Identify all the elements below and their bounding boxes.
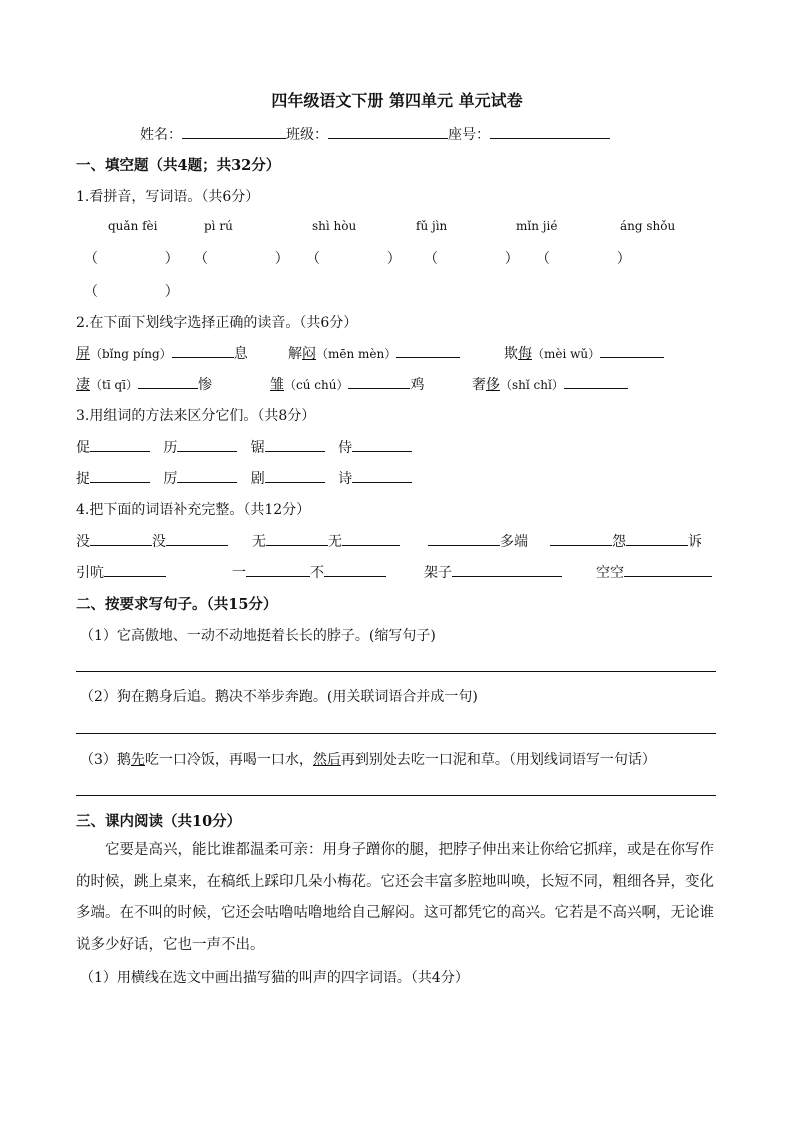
sentence-3-underlined: 先 [130, 752, 145, 768]
q4-row-1-d [550, 531, 702, 551]
sentence-3-part: （3）鹅 [80, 752, 131, 768]
sentence-3-underlined: 然后 [312, 752, 341, 768]
q3-char: 捉 [76, 471, 90, 487]
answer-line-3[interactable] [76, 795, 716, 796]
class-field[interactable] [328, 124, 448, 139]
q4-blank[interactable] [428, 531, 500, 546]
q2-blank[interactable] [564, 374, 628, 389]
q2-pinyin-choice: （shǐ chǐ） [500, 378, 564, 392]
section-3-heading: 三、课内阅读（共10分） [76, 813, 242, 830]
q1-label: 1.看拼音，写词语。（共6分） [76, 189, 260, 205]
q2-pinyin-choice: （bǐng píng） [90, 347, 172, 361]
class-label: 班级： [286, 127, 328, 143]
q2-blank[interactable] [600, 343, 664, 358]
q4-row-1-b [252, 531, 400, 551]
sentence-3-part: 再到别处去吃一口泥和草。（用划线词语写一句话） [340, 752, 656, 768]
q4-text: 无 [328, 534, 342, 550]
q2-row-2 [76, 374, 212, 394]
q4-text: 空空 [596, 565, 624, 581]
pinyin-4: fǔ jìn [416, 219, 448, 233]
q3-blank[interactable] [177, 437, 237, 452]
q2-pinyin-choice: （mèi wǔ） [532, 347, 601, 361]
answer-paren-4[interactable]: （ ） [424, 251, 519, 267]
sentence-1: （1）它高傲地、一动不动地挺着长长的脖子。(缩写句子) [80, 628, 436, 644]
q3-char: 剧 [250, 471, 265, 487]
q2-char: 闷 [302, 346, 316, 362]
q4-text: 不 [310, 565, 324, 581]
q2-pinyin-choice: （tī qī） [90, 378, 138, 392]
q2-label: 2.在下面下划线字选择正确的读音。（共6分） [76, 315, 358, 331]
q4-row-2-d [596, 562, 712, 582]
q3-char: 历 [163, 440, 178, 456]
q4-blank[interactable] [342, 531, 400, 546]
q4-blank[interactable] [90, 531, 152, 546]
student-info [140, 124, 610, 144]
q4-blank[interactable] [104, 562, 166, 577]
q4-text: 一 [232, 565, 246, 581]
q3-blank[interactable] [265, 437, 325, 452]
q3-char: 锯 [250, 440, 265, 456]
q3-row-2 [76, 468, 412, 488]
q2-pinyin-choice: （cú chú） [284, 378, 349, 392]
q3-blank[interactable] [265, 468, 325, 483]
q2-char: 侮 [518, 346, 532, 362]
q2-pre: 奢 [472, 377, 486, 393]
q2-after: 惨 [198, 377, 212, 393]
q4-text: 无 [252, 534, 266, 550]
q3-char: 诗 [338, 471, 353, 487]
q3-blank[interactable] [90, 437, 150, 452]
q2-char: 侈 [486, 377, 500, 393]
name-label: 姓名： [140, 127, 182, 143]
q4-label: 4.把下面的词语补充完整。（共12分） [76, 502, 311, 518]
q4-text: 引吭 [76, 565, 104, 581]
q2-after: 息 [233, 346, 248, 362]
q2-pinyin-choice: （mēn mèn） [316, 347, 397, 361]
q2-row-1-c [504, 343, 664, 363]
q4-text: 多端 [500, 534, 528, 550]
q2-row-2-c [472, 374, 628, 394]
q3-label: 3.用组词的方法来区分它们。（共8分） [76, 408, 316, 424]
section-1-heading: 一、填空题（共4题；共32分） [76, 157, 281, 174]
q4-row-2-b [232, 562, 386, 582]
q3-row-1 [76, 437, 412, 457]
q4-text: 没 [152, 534, 166, 550]
pinyin-1: quǎn fèi [108, 219, 158, 233]
q2-pre: 解 [288, 346, 302, 362]
answer-line-2[interactable] [76, 733, 716, 734]
seat-label: 座号： [448, 127, 490, 143]
q2-blank[interactable] [138, 374, 198, 389]
pinyin-3: shì hòu [312, 219, 357, 233]
q3-char: 促 [76, 440, 90, 456]
answer-paren-3[interactable]: （ ） [306, 251, 401, 267]
q4-blank[interactable] [166, 531, 228, 546]
q4-text: 没 [76, 534, 90, 550]
q2-char: 屏 [76, 346, 90, 362]
q4-blank[interactable] [626, 531, 688, 546]
q3-blank[interactable] [352, 437, 412, 452]
answer-line-1[interactable] [76, 671, 716, 672]
reading-question-1: （1）用横线在选文中画出描写猫的叫声的四字词语。（共4分） [80, 970, 469, 986]
q4-row-1-c [428, 531, 528, 551]
q2-after: 鸡 [410, 377, 425, 393]
q4-row-2-a [76, 562, 166, 582]
pinyin-6: áng shǒu [620, 219, 676, 233]
sentence-3 [80, 749, 656, 769]
pinyin-2: pì rú [204, 219, 233, 233]
answer-paren-2[interactable]: （ ） [194, 251, 289, 267]
sentence-3-part: 吃一口冷饭，再喝一口水， [144, 752, 313, 768]
answer-paren-5[interactable]: （ ） [536, 251, 631, 267]
q2-blank[interactable] [348, 374, 410, 389]
q3-blank[interactable] [177, 468, 237, 483]
q2-char: 雏 [270, 377, 284, 393]
q4-text: 怨 [612, 534, 626, 550]
seat-field[interactable] [490, 124, 610, 139]
q2-row-1-b [288, 343, 460, 363]
pinyin-5: mǐn jié [516, 219, 558, 233]
section-2-heading: 二、按要求写句子。（共15分） [76, 596, 278, 613]
q3-blank[interactable] [90, 468, 150, 483]
q2-pre: 欺 [504, 346, 518, 362]
q4-blank[interactable] [246, 562, 310, 577]
q4-blank[interactable] [324, 562, 386, 577]
q3-char: 厉 [163, 471, 178, 487]
q2-row-2-b [270, 374, 424, 394]
answer-paren-1[interactable]: （ ） [84, 251, 179, 267]
q2-blank[interactable] [172, 343, 234, 358]
q4-blank[interactable] [452, 562, 562, 577]
q4-text: 诉 [688, 534, 702, 550]
answer-paren-6[interactable]: （ ） [84, 284, 179, 300]
q4-blank[interactable] [624, 562, 712, 577]
q4-row-2-c [424, 562, 562, 582]
q2-blank[interactable] [396, 343, 460, 358]
page-title: 四年级语文下册 第四单元 单元试卷 [271, 91, 523, 110]
name-field[interactable] [182, 124, 286, 139]
q4-blank[interactable] [266, 531, 328, 546]
sentence-2: （2）狗在鹅身后追。鹅决不举步奔跑。(用关联词语合并成一句) [80, 689, 478, 705]
q4-row-1-a [76, 531, 228, 551]
q4-text: 架子 [424, 565, 452, 581]
q2-char: 凄 [76, 377, 90, 393]
reading-passage: 它要是高兴，能比谁都温柔可亲：用身子蹭你的腿，把脖子伸出来让你给它抓痒，或是在你写作的时候，跳上桌来，在稿纸上踩印几朵小梅花。它还会丰富多腔地叫唤，长短不同，粗细各异，变化多端。在不叫的时候，它还会咕噜咕噜地给自己解闷。这可都凭它的高兴。它若是不高兴啊，无论谁说多少好话，它也一声不出。 [76, 842, 714, 953]
q4-blank[interactable] [550, 531, 612, 546]
q2-row-1 [76, 343, 248, 363]
q3-blank[interactable] [352, 468, 412, 483]
q3-char: 侍 [338, 440, 353, 456]
